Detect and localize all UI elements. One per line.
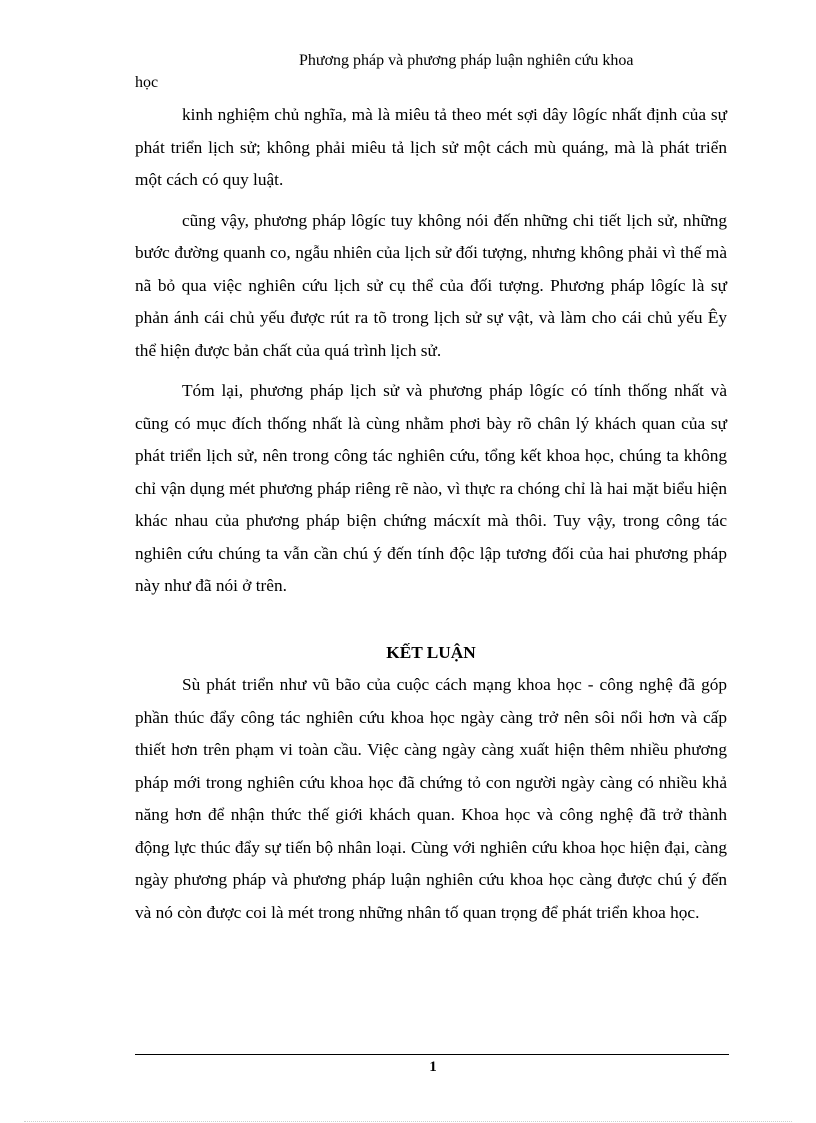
page-number: 1 (429, 1059, 437, 1075)
paragraph: kinh nghiệm chủ nghĩa, mà là miêu tả theo mét sợi dây lôgíc nhất định của sự phát triển lịch sử; không phải miêu tả lịch sử một cách mù quáng, mà là phát triển một cách có quy luật. (135, 105, 727, 189)
document-body (135, 99, 727, 937)
running-header-continuation: học (135, 74, 159, 91)
section-heading: KẾT LUẬN (386, 642, 476, 662)
page-edge-dots (24, 1121, 792, 1122)
paragraph: Sù phát triển như vũ bão của cuộc cách mạng khoa học - công nghệ đã góp phần thúc đẩy công tác nghiên cứu khoa học ngày càng trở nên sôi nổi hơn và cấp thiết hơn trên phạm vi toàn cầu. Việc càng ngày càng xuất hiện thêm nhiều phương pháp mới trong nghiên cứu khoa học đã chứng tỏ con người ngày càng có nhiều khả năng hơn để nhận thức thế giới khách quan. Khoa học và công nghệ đã trở thành động lực thúc đẩy sự tiến bộ nhân loại. Cùng với nghiên cứu khoa học hiện đại, càng ngày phương pháp và phương pháp luận nghiên cứu khoa học càng được chú ý đến và nó còn được coi là mét trong những nhân tố quan trọng để phát triển khoa học. (135, 675, 727, 922)
running-header: Phương pháp và phương pháp luận nghiên cứu khoa (299, 52, 634, 69)
paragraph: cũng vậy, phương pháp lôgíc tuy không nói đến những chi tiết lịch sử, những bước đường quanh co, ngẫu nhiên của lịch sử đối tượng, nhưng không phải vì thế mà nã bỏ qua việc nghiên cứu lịch sử cụ thể của đối tượng. Phương pháp lôgíc là sự phản ánh cái chủ yếu được rút ra tõ trong lịch sử sự vật, và làm cho cái chủ yếu Êy thể hiện được bản chất của quá trình lịch sử. (135, 210, 727, 360)
footer-divider (135, 1054, 729, 1055)
paragraph: Tóm lại, phương pháp lịch sử và phương pháp lôgíc có tính thống nhất và cũng có mục đích thống nhất là cùng nhằm phơi bày rõ chân lý khách quan của sự phát triển lịch sử, nên trong công tác nghiên cứu, tổng kết khoa học, chúng ta không chỉ vận dụng mét phương pháp riêng rẽ nào, vì thực ra chóng chỉ là hai mặt biểu hiện khác nhau của phương pháp biện chứng mácxít mà thôi. Tuy vậy, trong công tác nghiên cứu chúng ta vẫn cần chú ý đến tính độc lập tương đối của hai phương pháp này như đã nói ở trên. (135, 381, 727, 595)
